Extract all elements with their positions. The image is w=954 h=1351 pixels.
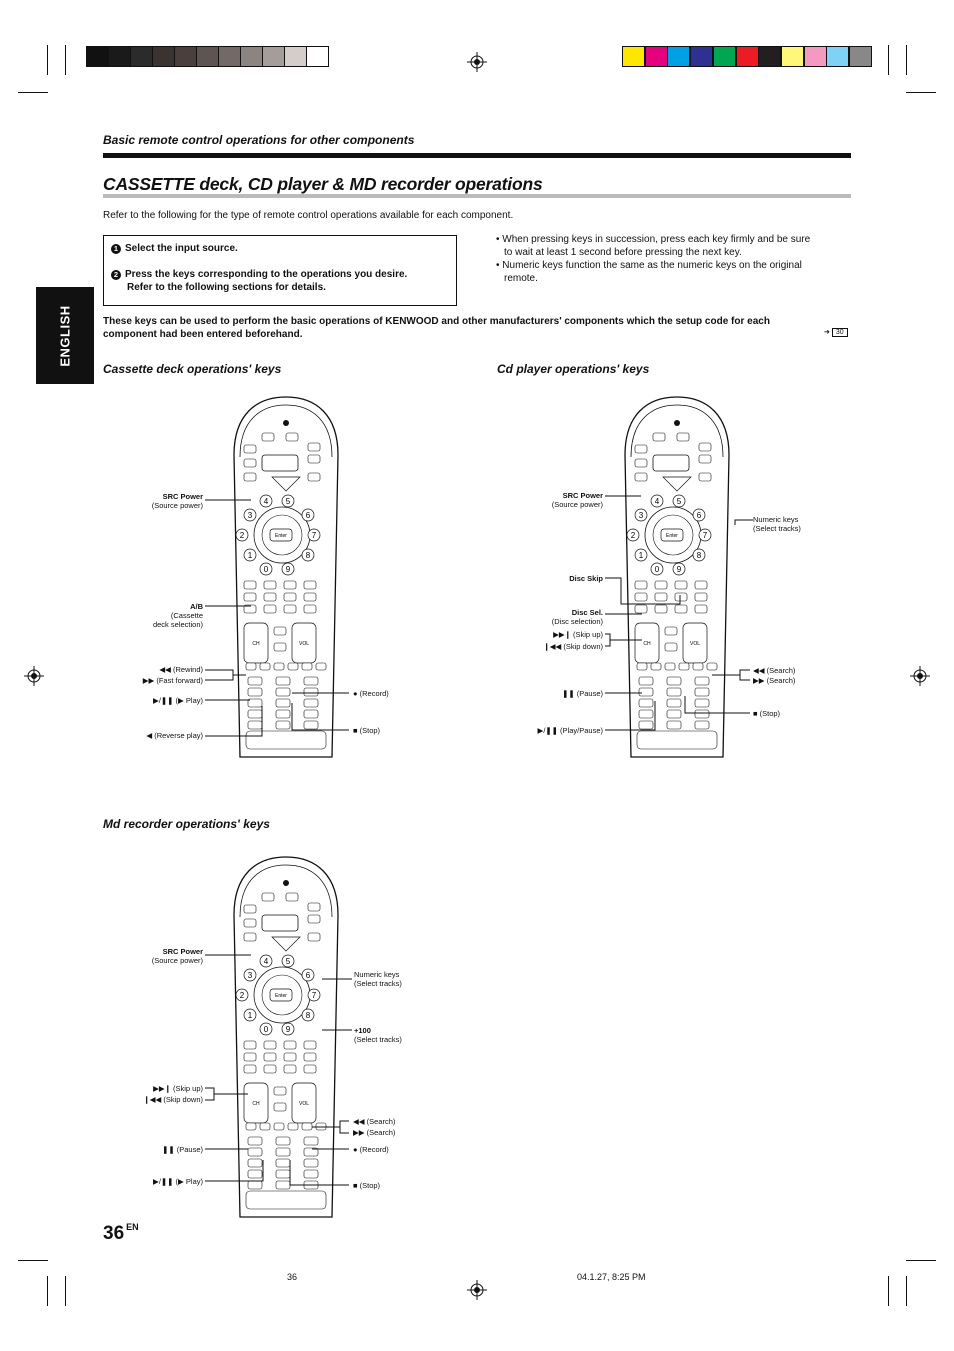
note-line: • When pressing keys in succession, press each key firmly and be sure [496,234,811,245]
numeric-key-label: 1 [638,551,644,560]
step-number: 2 [111,270,121,280]
step-number: 1 [111,244,121,254]
numeric-key-label: 9 [285,565,291,574]
page-title: CASSETTE deck, CD player & MD recorder operations [103,174,543,194]
language-tab-label: ENGLISH [57,304,73,367]
label-pause: ❚❚ (Pause) [162,1145,203,1154]
label-skip-up: ▶▶❙ (Skip up) [553,630,603,639]
label-sub: (Disc selection) [551,617,603,626]
numeric-key-label: 9 [285,1025,291,1034]
label-play: ▶/❚❚ (▶ Play) [153,696,203,705]
numeric-key-label: 7 [702,531,708,540]
label-play-pause: ▶/❚❚ (Play/Pause) [537,726,603,735]
label-pause: ❚❚ (Pause) [562,689,603,698]
note-line: • Numeric keys function the same as the numeric keys on the original [496,260,802,271]
label-plus100 [354,1026,402,1044]
page-lang: EN [126,1222,139,1232]
numeric-key-label: 2 [239,531,245,540]
label-sub: (Select tracks) [354,1035,402,1044]
label-numeric [753,515,801,533]
step-text: Select the input source. [125,243,238,254]
step-2-line2: Refer to the following sections for details. [127,282,326,293]
label-title: Disc Skip [569,574,603,583]
numeric-key-label: 8 [305,1011,311,1020]
label-sub: (Source power) [551,500,603,509]
label-numeric [354,970,402,988]
numeric-key-label: 7 [311,991,317,1000]
footer-date: 04.1.27, 8:25 PM [577,1272,646,1282]
enter-key-label: Enter [666,533,678,539]
numeric-key-label: 4 [654,497,660,506]
enter-key-label: Enter [275,993,287,999]
numeric-key-label: 6 [305,971,311,980]
numeric-key-label: 3 [247,971,253,980]
label-title: A/B [190,602,203,611]
numeric-key-label: 5 [676,497,682,506]
label-reverse: ◀ (Reverse play) [146,731,203,740]
numeric-key-label: 3 [638,511,644,520]
label-search-back: ◀◀ (Search) [753,666,796,675]
volume-label: VOL [298,1101,310,1107]
numeric-key-label: 2 [630,531,636,540]
numeric-key-label: 0 [263,1025,269,1034]
label-src-power [552,491,603,509]
setup-note-line: component had been entered beforehand. [103,329,303,340]
channel-label: CH [252,1101,260,1107]
label-sub: (Select tracks) [753,524,801,533]
channel-label: CH [252,641,260,647]
label-sub: (Select tracks) [354,979,402,988]
page-number-value: 36 [103,1223,125,1244]
numeric-key-label: 0 [263,565,269,574]
numeric-key-label: 2 [239,991,245,1000]
label-sub: deck selection) [152,620,203,629]
label-title: Numeric keys [753,515,799,524]
label-search-fwd: ▶▶ (Search) [753,676,796,685]
label-record: ● (Record) [353,1145,389,1154]
label-title: Numeric keys [354,970,400,979]
numeric-key-label: 9 [676,565,682,574]
label-search-back: ◀◀ (Search) [353,1117,396,1126]
label-src-power [152,492,203,510]
label-rewind: ◀◀ (Rewind) [159,665,203,674]
label-title: Disc Sel. [571,608,603,617]
channel-label: CH [643,641,651,647]
numeric-key-label: 1 [247,1011,253,1020]
md-section-title: Md recorder operations' keys [103,817,270,831]
label-sub: (Source power) [151,956,203,965]
numeric-key-label: 4 [263,957,269,966]
numeric-key-label: 4 [263,497,269,506]
numeric-key-label: 8 [696,551,702,560]
setup-note-line: These keys can be used to perform the basic operations of KENWOOD and other manufacturers' components which the setup code for each [103,316,770,327]
label-stop: ■ (Stop) [753,709,781,718]
note-line: remote. [504,273,538,284]
label-ab [153,602,203,629]
label-title: SRC Power [562,491,603,500]
label-play: ▶/❚❚ (▶ Play) [153,1177,203,1186]
label-search-fwd: ▶▶ (Search) [353,1128,396,1137]
volume-label: VOL [689,641,701,647]
label-disc-sel [552,608,603,626]
label-skip-down: ❙◀◀ (Skip down) [543,642,603,651]
label-stop: ■ (Stop) [353,726,381,735]
cd-section-title: Cd player operations' keys [497,362,650,376]
label-title: SRC Power [162,492,203,501]
label-skip-down: ❙◀◀ (Skip down) [143,1095,203,1104]
label-title: SRC Power [162,947,203,956]
note-line: to wait at least 1 second before pressing the next key. [504,247,742,258]
label-disc-skip [569,574,603,583]
numeric-key-label: 5 [285,497,291,506]
arrow-right-icon: ➜ [824,329,832,336]
label-ffwd: ▶▶ (Fast forward) [142,676,203,685]
label-skip-up: ▶▶❙ (Skip up) [153,1084,203,1093]
numeric-key-label: 8 [305,551,311,560]
page-number [103,1222,139,1245]
intro-text: Refer to the following for the type of remote control operations available for each component. [103,210,514,221]
page-reference-number: 30 [832,328,848,337]
label-title: +100 [354,1026,371,1035]
label-stop: ■ (Stop) [353,1181,381,1190]
footer-page: 36 [287,1272,298,1282]
cassette-section-title: Cassette deck operations' keys [103,362,282,376]
enter-key-label: Enter [275,533,287,539]
numeric-key-label: 3 [247,511,253,520]
numeric-key-label: 6 [305,511,311,520]
numeric-key-label: 7 [311,531,317,540]
volume-label: VOL [298,641,310,647]
label-sub: (Cassette [170,611,203,620]
label-src-power [152,947,203,965]
numeric-key-label: 5 [285,957,291,966]
label-sub: (Source power) [151,501,203,510]
step-text: Press the keys corresponding to the operations you desire. [125,269,408,280]
numeric-key-label: 0 [654,565,660,574]
numeric-key-label: 1 [247,551,253,560]
section-header: Basic remote control operations for other components [103,133,415,147]
label-record: ● (Record) [353,689,389,698]
numeric-key-label: 6 [696,511,702,520]
